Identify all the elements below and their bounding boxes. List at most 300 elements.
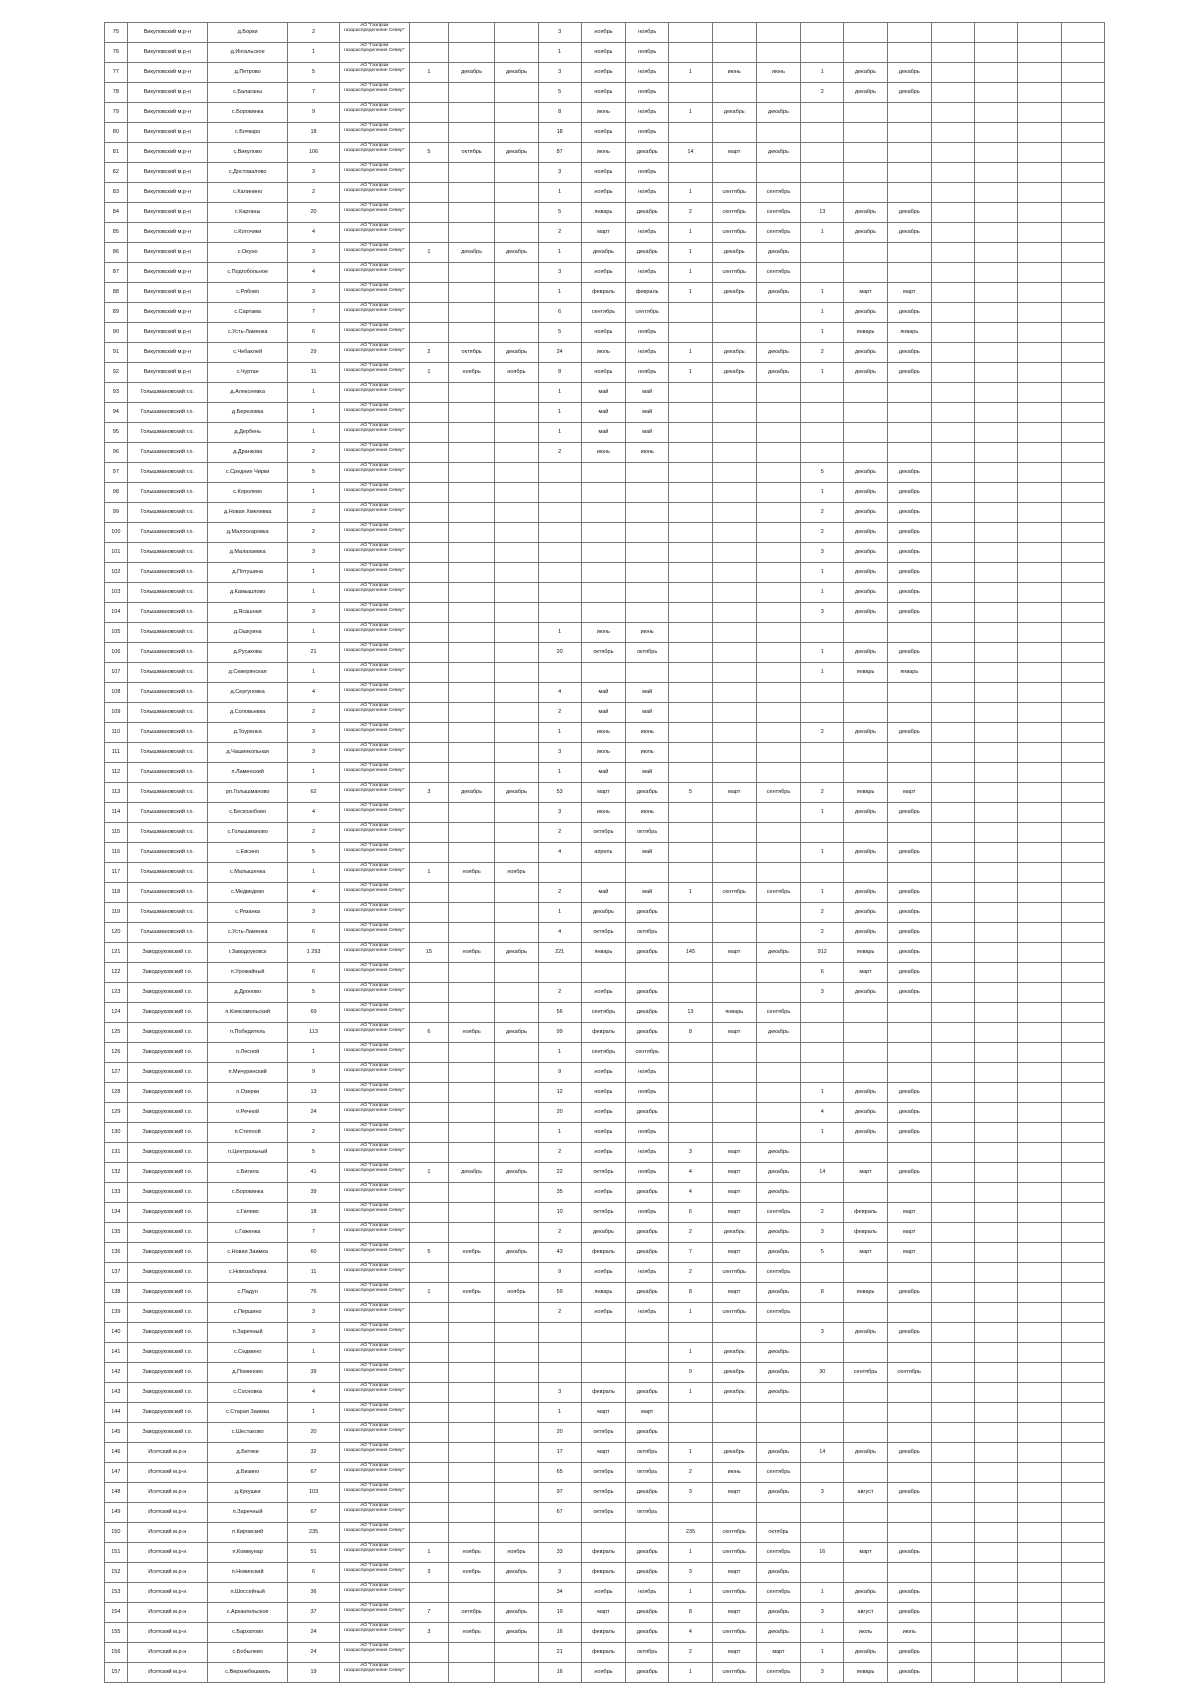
extra-1-cell [931,323,974,343]
s1-start-cell [448,1103,494,1123]
s4-count-cell [801,243,844,263]
s1-count-cell [409,603,448,623]
district-cell: Исетский м.р-н [127,1483,207,1503]
extra-3-cell [1018,1463,1061,1483]
district-cell: Заводоуковский г.о. [127,1323,207,1343]
s2-start-cell [581,663,625,683]
extra-1-cell [931,1183,974,1203]
s1-start-cell [448,1263,494,1283]
s4-start-cell [844,623,887,643]
s3-count-cell: 1 [669,283,712,303]
extra-3-cell [1018,483,1061,503]
extra-1-cell [931,1403,974,1423]
extra-4-cell [1061,1623,1104,1643]
s3-start-cell [712,323,756,343]
organization-cell: АО "Газпром газораспределение Север" [339,923,409,943]
district-cell: Заводоуковский г.о. [127,1103,207,1123]
s1-count-cell [409,263,448,283]
s2-start-cell: май [581,703,625,723]
settlement-cell: п.Центральный [207,1143,287,1163]
s1-end-cell [495,803,538,823]
extra-1-cell [931,1583,974,1603]
s2-count-cell: 20 [538,1423,581,1443]
extra-3-cell [1018,943,1061,963]
s2-start-cell [581,583,625,603]
extra-1-cell [931,1323,974,1343]
s1-start-cell [448,903,494,923]
s2-end-cell: ноябрь [626,123,669,143]
s3-start-cell: сентябрь [712,1623,756,1643]
table-row [105,83,1105,103]
extra-3-cell [1018,143,1061,163]
s2-end-cell: декабрь [626,1223,669,1243]
extra-4-cell [1061,1403,1104,1423]
s3-start-cell [712,983,756,1003]
extra-2-cell [975,803,1018,823]
s4-end-cell [887,1503,931,1523]
s3-start-cell [712,803,756,823]
extra-2-cell [975,723,1018,743]
s4-start-cell: август [844,1483,887,1503]
s1-end-cell [495,663,538,683]
extra-2-cell [975,843,1018,863]
extra-2-cell [975,1463,1018,1483]
extra-3-cell [1018,843,1061,863]
organization-cell: АО "Газпром газораспределение Север" [339,1423,409,1443]
s4-start-cell [844,1043,887,1063]
s1-count-cell [409,203,448,223]
table-row [105,803,1105,823]
total-count-cell: 51 [288,1543,339,1563]
s2-end-cell: декабрь [626,1243,669,1263]
table-row [105,283,1105,303]
total-count-cell: 4 [288,803,339,823]
s1-count-cell [409,1583,448,1603]
table-row [105,583,1105,603]
s2-start-cell [581,1523,625,1543]
s4-end-cell [887,143,931,163]
s2-end-cell: декабрь [626,1663,669,1683]
s2-end-cell [626,463,669,483]
extra-3-cell [1018,103,1061,123]
extra-2-cell [975,1563,1018,1583]
total-count-cell: 2 [288,23,339,43]
s4-end-cell [887,1463,931,1483]
row-number-cell: 98 [105,483,128,503]
s3-end-cell: декабрь [756,343,800,363]
table-row [105,263,1105,283]
s3-start-cell: март [712,943,756,963]
s3-count-cell: 2 [669,1263,712,1283]
extra-1-cell [931,743,974,763]
s2-count-cell: 1 [538,243,581,263]
s2-end-cell: ноябрь [626,23,669,43]
s2-count-cell [538,503,581,523]
s3-count-cell: 2 [669,203,712,223]
s4-end-cell [887,443,931,463]
s3-start-cell: сентябрь [712,203,756,223]
organization-cell: АО "Газпром газораспределение Север" [339,363,409,383]
district-cell: Заводоуковский г.о. [127,1263,207,1283]
s2-start-cell: сентябрь [581,1003,625,1023]
s1-start-cell: ноябрь [448,1543,494,1563]
settlement-cell: п.Лесной [207,1043,287,1063]
extra-4-cell [1061,1143,1104,1163]
s3-count-cell [669,23,712,43]
settlement-cell: с.Рязанка [207,903,287,923]
s1-count-cell [409,43,448,63]
extra-4-cell [1061,223,1104,243]
extra-2-cell [975,763,1018,783]
s4-start-cell: февраль [844,1203,887,1223]
s4-end-cell: январь [887,663,931,683]
s4-end-cell: декабрь [887,983,931,1003]
extra-3-cell [1018,1003,1061,1023]
s1-count-cell [409,1443,448,1463]
organization-cell: АО "Газпром газораспределение Север" [339,123,409,143]
table-row [105,1103,1105,1123]
s2-start-cell: май [581,763,625,783]
s3-end-cell [756,603,800,623]
table-row [105,763,1105,783]
extra-3-cell [1018,203,1061,223]
table-row [105,1143,1105,1163]
s1-start-cell: декабрь [448,783,494,803]
settlement-cell: п.Мичуринский [207,1063,287,1083]
extra-2-cell [975,1283,1018,1303]
s2-count-cell [538,1323,581,1343]
district-cell: Голышмановский г.о. [127,683,207,703]
extra-4-cell [1061,623,1104,643]
s3-end-cell: сентябрь [756,883,800,903]
table-row [105,1083,1105,1103]
table-row [105,1263,1105,1283]
extra-3-cell [1018,1163,1061,1183]
s2-start-cell: октябрь [581,923,625,943]
total-count-cell: 5 [288,63,339,83]
s3-end-cell: декабрь [756,943,800,963]
extra-4-cell [1061,863,1104,883]
s1-start-cell [448,583,494,603]
district-cell: Заводоуковский г.о. [127,1343,207,1363]
row-number-cell: 110 [105,723,128,743]
s4-end-cell: декабрь [887,1663,931,1683]
extra-2-cell [975,123,1018,143]
s3-end-cell [756,683,800,703]
row-number-cell: 123 [105,983,128,1003]
s4-end-cell: декабрь [887,1083,931,1103]
extra-4-cell [1061,1223,1104,1243]
s3-end-cell [756,1063,800,1083]
s4-count-cell: 2 [801,903,844,923]
extra-1-cell [931,1023,974,1043]
s1-count-cell [409,683,448,703]
s2-end-cell: ноябрь [626,1123,669,1143]
s1-end-cell [495,683,538,703]
s3-end-cell [756,1103,800,1123]
extra-2-cell [975,563,1018,583]
s1-count-cell [409,503,448,523]
s2-start-cell: март [581,1603,625,1623]
s2-end-cell: октябрь [626,643,669,663]
total-count-cell: 1 [288,1043,339,1063]
row-number-cell: 91 [105,343,128,363]
s2-end-cell: декабрь [626,143,669,163]
extra-4-cell [1061,303,1104,323]
s3-start-cell: декабрь [712,103,756,123]
organization-cell: АО "Газпром газораспределение Север" [339,1343,409,1363]
s4-start-cell: декабрь [844,463,887,483]
total-count-cell: 2 [288,503,339,523]
extra-2-cell [975,903,1018,923]
s4-end-cell [887,423,931,443]
s2-end-cell [626,583,669,603]
s1-start-cell [448,1223,494,1243]
s4-count-cell [801,683,844,703]
s3-start-cell [712,123,756,143]
s3-start-cell: сентябрь [712,883,756,903]
row-number-cell: 87 [105,263,128,283]
extra-1-cell [931,203,974,223]
s4-count-cell: 1 [801,1123,844,1143]
s4-start-cell [844,123,887,143]
s1-end-cell [495,623,538,643]
extra-3-cell [1018,763,1061,783]
s4-end-cell: декабрь [887,1283,931,1303]
s3-start-cell: март [712,1203,756,1223]
s1-count-cell [409,723,448,743]
s2-start-cell: ноябрь [581,1063,625,1083]
s3-start-cell [712,383,756,403]
row-number-cell: 120 [105,923,128,943]
s1-start-cell [448,963,494,983]
s1-count-cell [409,1403,448,1423]
s1-count-cell [409,323,448,343]
s3-start-cell [712,863,756,883]
extra-4-cell [1061,203,1104,223]
organization-cell: АО "Газпром газораспределение Север" [339,503,409,523]
s2-end-cell: ноябрь [626,363,669,383]
row-number-cell: 113 [105,783,128,803]
settlement-cell: п.Шоссейный [207,1583,287,1603]
district-cell: Заводоуковский г.о. [127,1363,207,1383]
s2-start-cell: октябрь [581,823,625,843]
s1-start-cell [448,923,494,943]
s1-end-cell [495,283,538,303]
s1-start-cell: октябрь [448,1603,494,1623]
settlement-cell: д.Ингальское [207,43,287,63]
extra-3-cell [1018,1103,1061,1123]
settlement-cell: с.Достовалово [207,163,287,183]
s4-end-cell: декабрь [887,463,931,483]
s1-end-cell [495,303,538,323]
s4-start-cell [844,243,887,263]
s4-end-cell: декабрь [887,583,931,603]
s3-count-cell: 9 [669,1363,712,1383]
extra-2-cell [975,363,1018,383]
s1-start-cell [448,643,494,663]
extra-3-cell [1018,183,1061,203]
s4-start-cell: декабрь [844,1083,887,1103]
s2-count-cell: 10 [538,1203,581,1223]
table-row [105,543,1105,563]
s3-start-cell: январь [712,1003,756,1023]
s2-start-cell: март [581,1443,625,1463]
s2-count-cell: 22 [538,1163,581,1183]
extra-4-cell [1061,983,1104,1003]
extra-3-cell [1018,343,1061,363]
s2-count-cell: 1 [538,1403,581,1423]
extra-1-cell [931,1003,974,1023]
s3-count-cell: 3 [669,1563,712,1583]
total-count-cell: 24 [288,1103,339,1123]
extra-3-cell [1018,503,1061,523]
s2-count-cell: 3 [538,163,581,183]
row-number-cell: 144 [105,1403,128,1423]
s2-start-cell: декабрь [581,243,625,263]
settlement-cell: с.Бобылево [207,1643,287,1663]
s4-end-cell: декабрь [887,803,931,823]
settlement-cell: п.Коммунар [207,1543,287,1563]
s4-start-cell [844,23,887,43]
district-cell: Исетский м.р-н [127,1443,207,1463]
s3-start-cell [712,443,756,463]
s4-count-cell: 2 [801,923,844,943]
s4-start-cell: декабрь [844,203,887,223]
s1-start-cell [448,683,494,703]
s4-end-cell: декабрь [887,363,931,383]
s4-end-cell: декабрь [887,1583,931,1603]
extra-4-cell [1061,163,1104,183]
s1-count-cell [409,443,448,463]
settlement-cell: п.Урожайный [207,963,287,983]
s3-start-cell [712,823,756,843]
s4-count-cell [801,163,844,183]
s4-count-cell: 1 [801,803,844,823]
s4-end-cell [887,1523,931,1543]
s1-count-cell: 6 [409,1023,448,1043]
s2-start-cell: апрель [581,843,625,863]
s3-count-cell: 1 [669,263,712,283]
s3-end-cell: декабрь [756,1183,800,1203]
row-number-cell: 111 [105,743,128,763]
s4-end-cell: декабрь [887,1603,931,1623]
table-row [105,1463,1105,1483]
s4-count-cell: 3 [801,1483,844,1503]
s2-end-cell: декабрь [626,1003,669,1023]
s2-count-cell: 5 [538,323,581,343]
settlement-cell: с.Бархатово [207,1623,287,1643]
district-cell: Голышмановский г.о. [127,523,207,543]
s3-end-cell [756,503,800,523]
settlement-cell: с.Бескозобово [207,803,287,823]
row-number-cell: 105 [105,623,128,643]
s3-start-cell [712,703,756,723]
organization-cell: АО "Газпром газораспределение Север" [339,1363,409,1383]
total-count-cell: 1 [288,383,339,403]
row-number-cell: 114 [105,803,128,823]
table-row [105,1283,1105,1303]
organization-cell: АО "Газпром газораспределение Север" [339,763,409,783]
s1-count-cell [409,1363,448,1383]
s1-start-cell: октябрь [448,143,494,163]
s3-end-cell: декабрь [756,1163,800,1183]
s3-count-cell: 1 [669,1543,712,1563]
s4-end-cell [887,1263,931,1283]
s3-end-cell [756,383,800,403]
district-cell: Исетский м.р-н [127,1463,207,1483]
s4-end-cell: декабрь [887,1443,931,1463]
s4-start-cell [844,1403,887,1423]
extra-1-cell [931,1143,974,1163]
s2-start-cell: февраль [581,1023,625,1043]
s2-start-cell: октябрь [581,1503,625,1523]
extra-1-cell [931,583,974,603]
s2-end-cell: декабрь [626,1563,669,1583]
s1-count-cell [409,223,448,243]
s2-count-cell: 1 [538,1043,581,1063]
extra-4-cell [1061,743,1104,763]
total-count-cell: 9 [288,103,339,123]
extra-2-cell [975,923,1018,943]
s2-start-cell: июнь [581,723,625,743]
extra-2-cell [975,1103,1018,1123]
s4-end-cell: декабрь [887,1643,931,1663]
s1-end-cell [495,103,538,123]
s3-start-cell [712,603,756,623]
s1-start-cell [448,563,494,583]
extra-4-cell [1061,803,1104,823]
settlement-cell: с.Першино [207,1303,287,1323]
extra-3-cell [1018,1643,1061,1663]
s3-end-cell: сентябрь [756,1303,800,1323]
district-cell: Заводоуковский г.о. [127,1283,207,1303]
extra-1-cell [931,863,974,883]
s2-end-cell [626,483,669,503]
s1-end-cell [495,1383,538,1403]
settlement-cell: с.Усть-Ламенка [207,923,287,943]
s4-count-cell: 1 [801,1083,844,1103]
s4-start-cell: декабрь [844,1443,887,1463]
settlement-cell: п.Речной [207,1103,287,1123]
s3-count-cell: 2 [669,1223,712,1243]
row-number-cell: 131 [105,1143,128,1163]
s1-start-cell [448,303,494,323]
s2-end-cell: июнь [626,723,669,743]
district-cell: Викуловский м.р-н [127,223,207,243]
extra-4-cell [1061,943,1104,963]
total-count-cell: 1 [288,763,339,783]
extra-1-cell [931,1363,974,1383]
s1-start-cell [448,1323,494,1343]
s3-count-cell: 1 [669,1663,712,1683]
s1-end-cell [495,1583,538,1603]
extra-2-cell [975,43,1018,63]
extra-4-cell [1061,103,1104,123]
settlement-cell: д.Поминово [207,1363,287,1383]
total-count-cell: 1 [288,663,339,683]
row-number-cell: 88 [105,283,128,303]
s1-end-cell [495,483,538,503]
total-count-cell: 3 [288,543,339,563]
s1-count-cell [409,1003,448,1023]
extra-4-cell [1061,443,1104,463]
s3-count-cell [669,503,712,523]
extra-2-cell [975,283,1018,303]
row-number-cell: 147 [105,1463,128,1483]
table-row [105,423,1105,443]
row-number-cell: 84 [105,203,128,223]
